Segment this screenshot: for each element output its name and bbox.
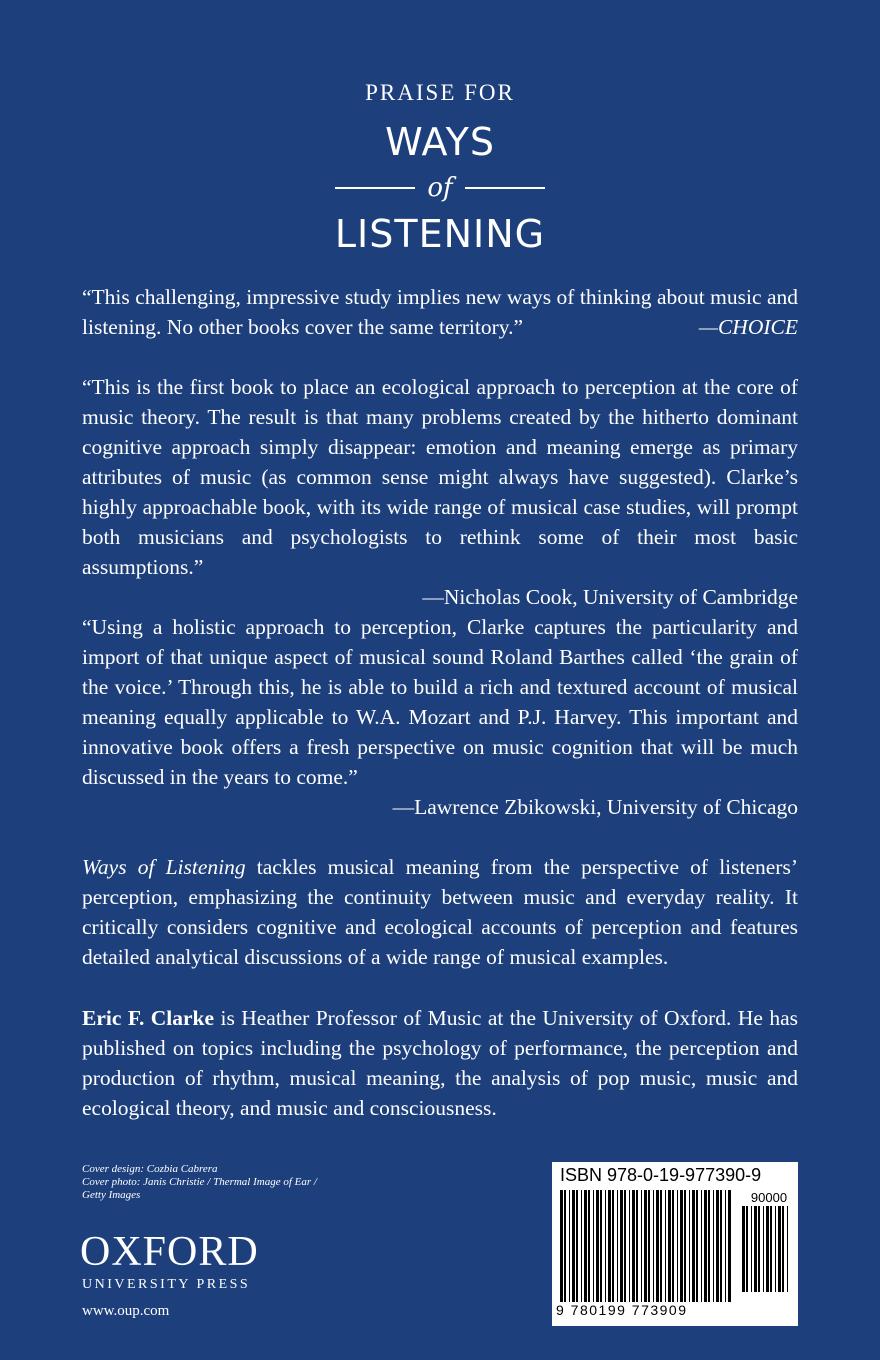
isbn-barcode (552, 1162, 798, 1326)
quote-choice (82, 282, 798, 342)
barcode-bar (660, 1190, 662, 1302)
barcode-bar (581, 1190, 582, 1302)
barcode-bar (653, 1190, 654, 1302)
barcode-bar (754, 1206, 757, 1292)
barcode-bar (713, 1190, 714, 1302)
barcode-bar (680, 1190, 683, 1302)
barcode-bar (620, 1190, 623, 1302)
barcode-bar (617, 1190, 618, 1302)
barcode-bar (728, 1190, 731, 1302)
price-code: 90000 (750, 1190, 788, 1205)
university-press-label: UNIVERSITY PRESS (82, 1277, 251, 1292)
cover-photo-credit: Cover photo: Janis Christie / Thermal Image of Ear / Getty Images (82, 1176, 317, 1201)
quote-attribution: —Lawrence Zbikowski, University of Chicago (392, 795, 798, 819)
barcode-bar (593, 1190, 594, 1302)
barcode-bar (775, 1206, 776, 1292)
barcode-bar (588, 1190, 590, 1302)
barcode-bar (701, 1190, 702, 1302)
title-of: of (427, 173, 453, 203)
barcode-bar (584, 1190, 587, 1302)
barcode-bar (787, 1206, 788, 1292)
quote-attribution: —Nicholas Cook, University of Cambridge (422, 585, 798, 609)
barcode-bar (569, 1190, 570, 1302)
barcode-bar (742, 1206, 745, 1292)
barcode-bar (600, 1190, 602, 1302)
isbn-label: ISBN 978-0-19-977390-9 (560, 1165, 762, 1185)
barcode-bar (641, 1190, 642, 1302)
barcode-bar (684, 1190, 686, 1302)
barcode-bar (632, 1190, 635, 1302)
author-name: Eric F. Clarke (82, 1006, 215, 1030)
barcode-bar (608, 1190, 611, 1302)
bio-text: is Heather Professor of Music at the University of Oxford. He has published on topics including the psychology of performance, the perception and production of rhythm, musical meaning, the analysis of pop music, music and ecological theory, and music and consciousness. (82, 1006, 798, 1120)
barcode-bar (708, 1190, 710, 1302)
quote-text: “Using a holistic approach to perception, Clarke captures the particularity and import of that unique aspect of musical sound Roland Barthes called ‘the grain of the voice.’ Through this, he is able to build a rich and textured account of musical meaning equally applicable to W.A. Mozart and P.J. Harvey. This important and innovative book offers a fresh perspective on music cognition that will be much discussed in the years to come.” (82, 615, 798, 789)
quote-cook (82, 372, 798, 612)
barcode-bar (770, 1206, 772, 1292)
price-code-bars (742, 1206, 792, 1292)
description-text: tackles musical meaning from the perspective of listeners’ perception, emphasizing the continuity between music and everyday reality. It critically considers cognitive and ecological accounts of perception and features detailed analytical discussions of a wide range of musical examples. (82, 855, 798, 969)
title-of-row (0, 168, 880, 208)
quote-text: “This is the first book to place an ecological approach to perception at the core of music theory. The result is that many problems created by the hitherto dominant cognitive approach simply disappear: emotion and meaning emerge as primary attributes of music (as common sense might always have suggested). Clarke’s highly approachable book, with its wide range of musical case studies, will prompt both musicians and psychologists to rethink some of their most basic assumptions.” (82, 375, 798, 579)
quote-text: “This challenging, impressive study implies new ways of thinking about music and listening. No other books cover the same territory.” (82, 285, 798, 339)
barcode-bar (692, 1190, 695, 1302)
book-description (82, 852, 798, 972)
cover-credits (82, 1163, 342, 1202)
barcode-bar (624, 1190, 626, 1302)
oxford-logo: OXFORD (80, 1229, 259, 1275)
barcode-bars (560, 1190, 732, 1302)
book-title-italic: Ways of Listening (82, 855, 246, 879)
barcode-bar (629, 1190, 630, 1302)
barcode-bar (758, 1206, 760, 1292)
barcode-bar (763, 1206, 764, 1292)
barcode-bar (605, 1190, 606, 1302)
barcode-bar (576, 1190, 578, 1302)
barcode-bar (782, 1206, 784, 1292)
quote-zbikowski (82, 612, 798, 822)
barcode-bar (668, 1190, 671, 1302)
quote-attribution: —CHOICE (698, 315, 798, 339)
barcode-bar (644, 1190, 647, 1302)
barcode-bar (778, 1206, 781, 1292)
title-ways: WAYS (385, 120, 495, 164)
praise-for-heading: PRAISE FOR (365, 80, 515, 105)
author-bio (82, 1003, 798, 1123)
barcode-bar (704, 1190, 707, 1302)
barcode-bar (636, 1190, 638, 1302)
title-listening: LISTENING (334, 212, 546, 256)
barcode-bar (716, 1190, 719, 1302)
barcode-bar (665, 1190, 666, 1302)
barcode-bar (720, 1190, 722, 1302)
barcode-bar (696, 1190, 698, 1302)
barcode-bar (725, 1190, 726, 1302)
barcode-bar (560, 1190, 563, 1302)
barcode-bar (648, 1190, 650, 1302)
cover-design-credit: Cover design: Cozbia Cabrera (82, 1163, 218, 1175)
title-rule-left (335, 187, 415, 189)
barcode-bar (564, 1190, 566, 1302)
barcode-bar (612, 1190, 614, 1302)
barcode-bar (746, 1206, 748, 1292)
title-rule-right (465, 187, 545, 189)
barcode-bar (572, 1190, 575, 1302)
barcode-bar (689, 1190, 690, 1302)
barcode-bar (672, 1190, 674, 1302)
barcode-bar (596, 1190, 599, 1302)
barcode-bar (751, 1206, 752, 1292)
barcode-bar (766, 1206, 769, 1292)
barcode-bar (677, 1190, 678, 1302)
publisher-url: www.oup.com (82, 1303, 170, 1319)
barcode-bar (656, 1190, 659, 1302)
barcode-digits: 9 780199 773909 (556, 1302, 688, 1318)
